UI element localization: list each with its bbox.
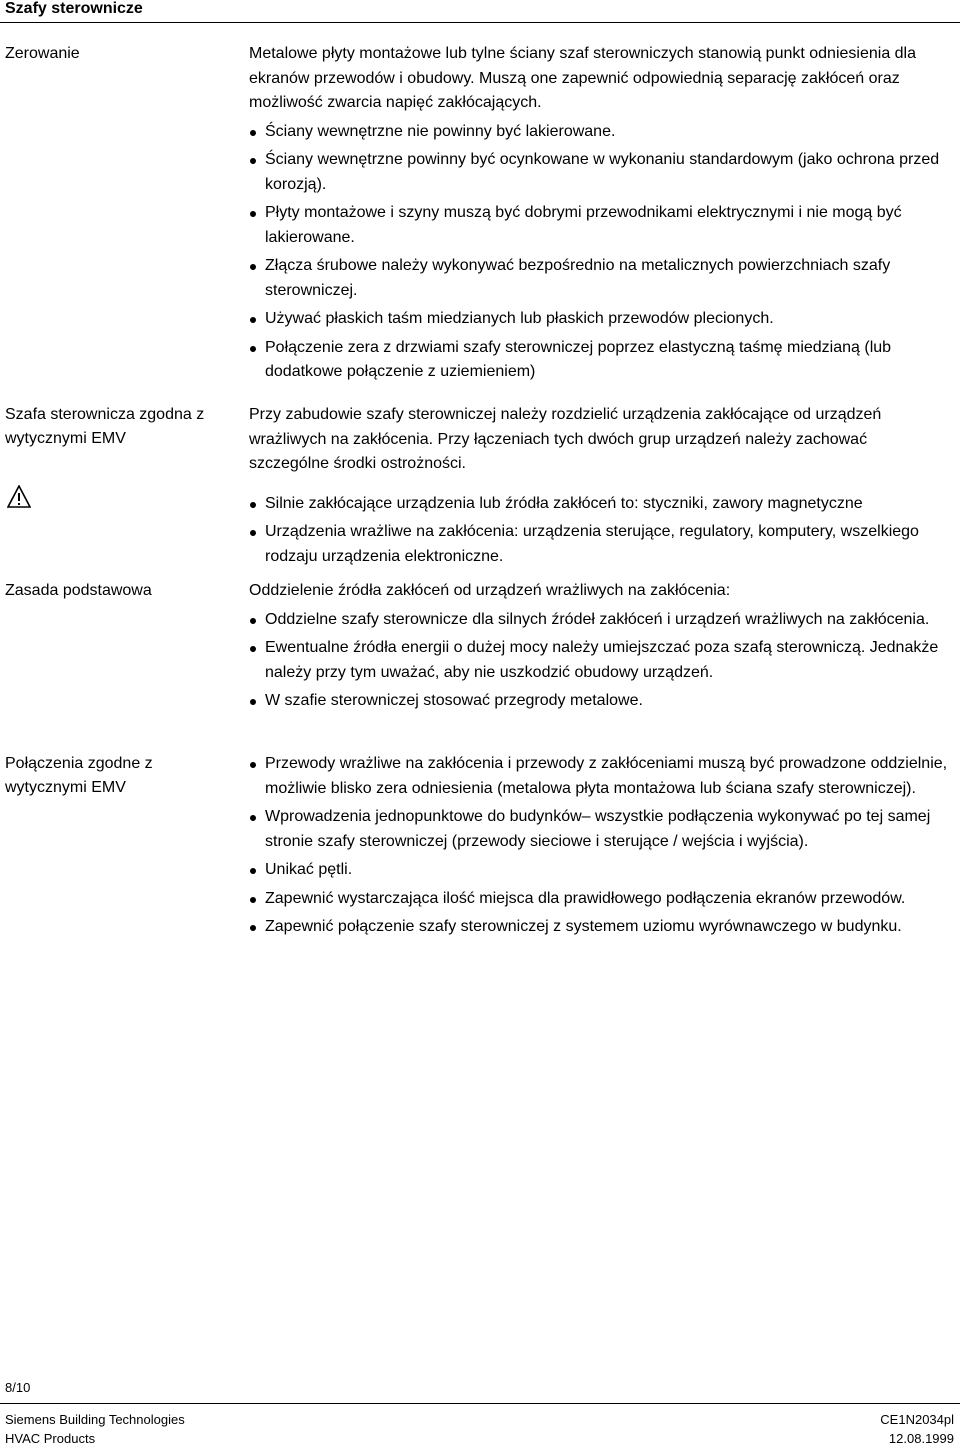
side-label-zerowanie: Zerowanie — [5, 45, 80, 62]
footer-company: Siemens Building Technologies — [5, 1412, 185, 1427]
warning-triangle-icon — [7, 485, 31, 514]
bullet-icon — [250, 530, 256, 536]
list-item — [249, 689, 949, 714]
list-item-text: Płyty montażowe i szyny muszą być dobrymi przewodnikami elektrycznymi i nie mogą być lakierowane. — [265, 204, 902, 246]
zerowanie-bullets — [249, 120, 949, 385]
list-item-text: Wprowadzenia jednopunktowe do budynków– wszystkie podłączenia wykonywać po tej samej stronie szafy sterowniczej (przewody sieciowe i sterujące / wejścia i wyjścia). — [265, 808, 931, 850]
list-item — [249, 492, 949, 517]
list-item-text: W szafie sterowniczej stosować przegrody metalowe. — [265, 692, 643, 709]
list-item-text: Urządzenia wrażliwe na zakłócenia: urządzenia sterujące, regulatory, komputery, wszelkiego rodzaju urządzenia elektroniczne. — [265, 523, 919, 565]
bullet-icon — [250, 618, 256, 624]
footer-date: 12.08.1999 — [888, 1431, 954, 1446]
bullet-icon — [250, 346, 256, 352]
bullet-icon — [250, 897, 256, 903]
list-item-text: Ewentualne źródła energii o dużej mocy należy umiejszczać poza szafą sterowniczą. Jednakże należy przy tym uważać, aby nie uszkodzić obudowy urządzeń. — [265, 639, 939, 681]
bullet-icon — [250, 211, 256, 217]
list-item — [249, 636, 949, 685]
list-item-text: Silnie zakłócające urządzenia lub źródła zakłóceń to: styczniki, zawory magnetyczne — [265, 494, 863, 512]
section-zasada — [249, 579, 949, 718]
list-item-text: Używać płaskich taśm miedzianych lub płaskich przewodów plecionych. — [265, 310, 774, 327]
list-item — [249, 148, 949, 197]
side-label-polaczenia: Połączenia zgodne z wytycznymi EMV — [5, 755, 153, 796]
bullet-icon — [250, 815, 256, 821]
list-item-text: Złącza śrubowe należy wykonywać bezpośrednio na metalicznych powierzchniach szafy sterowniczej. — [265, 257, 891, 299]
section-zerowanie — [249, 42, 949, 389]
bullet-icon — [250, 925, 256, 931]
zasada-intro: Oddzielenie źródła zakłóceń od urządzeń wrażliwych na zakłócenia: — [249, 582, 731, 599]
list-item-text: Unikać pętli. — [265, 861, 353, 878]
bullet-icon — [250, 317, 256, 323]
footer-right — [880, 1410, 954, 1448]
bullet-icon — [250, 264, 256, 270]
list-item — [249, 520, 949, 569]
list-item — [249, 120, 949, 145]
footer-divider — [0, 1403, 960, 1404]
side-label-emv: Szafa sterownicza zgodna z wytycznymi EMV — [5, 406, 205, 447]
list-item — [249, 805, 949, 854]
list-item — [249, 336, 949, 385]
side-label-zasada: Zasada podstawowa — [5, 582, 152, 599]
zasada-bullets — [249, 608, 949, 714]
page-number: 8/10 — [5, 1380, 31, 1395]
footer-doc-id: CE1N2034pl — [880, 1412, 954, 1427]
list-item — [249, 752, 949, 801]
list-item-text: Oddzielne szafy sterownicze dla silnych źródeł zakłóceń i urządzeń wrażliwych na zakłócenia. — [265, 610, 930, 628]
polaczenia-bullets — [249, 752, 949, 940]
bullet-icon — [250, 699, 256, 705]
bullet-icon — [250, 868, 256, 874]
emv-intro: Przy zabudowie szafy sterowniczej należy rozdzielić urządzenia zakłócające od urządzeń wrażliwych na zakłócenia. Przy łączeniach tych dwóch grup urządzeń należy zachować szczególne środki ostrożności. — [249, 406, 882, 472]
list-item — [249, 307, 949, 332]
footer-division: HVAC Products — [5, 1431, 96, 1446]
list-item — [249, 201, 949, 250]
list-item — [249, 254, 949, 303]
zerowanie-intro: Metalowe płyty montażowe lub tylne ściany szaf sterowniczych stanowią punkt odniesienia dla ekranów przewodów i obudowy. Muszą one zapewnić odpowiednią separację zakłóceń oraz możliwość zwarcia napięć zakłócających. — [249, 45, 917, 111]
list-item-text: Ściany wewnętrzne nie powinny być lakierowane. — [265, 122, 616, 140]
list-item-text: Zapewnić połączenie szafy sterowniczej z systemem uziomu wyrównawczego w budynku. — [265, 918, 902, 935]
list-item-text: Połączenie zera z drzwiami szafy sterowniczej poprzez elastyczną taśmę miedzianą (lub dodatkowe połączenie z uziemieniem) — [265, 338, 892, 380]
list-item-text: Przewody wrażliwe na zakłócenia i przewody z zakłóceniami muszą być prowadzone oddzielnie, możliwie blisko zera odniesienia (metalowa płyta montażowa lub ściana szafy sterowniczej). — [265, 755, 948, 797]
bullet-icon — [250, 762, 256, 768]
list-item-text: Zapewnić wystarczająca ilość miejsca dla prawidłowego podłączenia ekranów przewodów. — [265, 889, 906, 907]
section-polaczenia — [249, 752, 949, 944]
bullet-icon — [250, 502, 256, 508]
section-emv — [249, 403, 949, 573]
list-item — [249, 608, 949, 633]
list-item — [249, 887, 949, 912]
bullet-icon — [250, 158, 256, 164]
page-header-title: Szafy sterownicze — [5, 0, 143, 17]
list-item-text: Ściany wewnętrzne powinny być ocynkowane w wykonaniu standardowym (jako ochrona przed korozją). — [265, 151, 940, 193]
bullet-icon — [250, 130, 256, 136]
emv-bullets — [249, 492, 949, 570]
bullet-icon — [250, 646, 256, 652]
list-item — [249, 858, 949, 883]
page-header — [0, 0, 960, 23]
footer-left — [5, 1410, 185, 1448]
list-item — [249, 915, 949, 940]
